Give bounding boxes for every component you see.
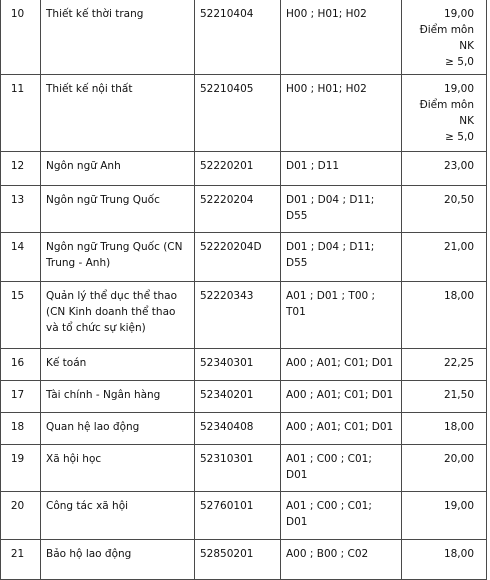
row-number: 19 [1,445,41,492]
table-row [1,152,487,186]
subject-combinations: D01 ; D11 [281,152,402,186]
subject-combinations: A00 ; B00 ; C02 [281,540,402,580]
row-number: 20 [1,492,41,540]
row-number: 18 [1,413,41,445]
table-row [1,445,487,492]
major-name: Quan hệ lao động [41,413,195,445]
major-name: Thiết kế nội thất [41,75,195,152]
row-number: 10 [1,0,41,75]
major-code: 52210405 [195,75,281,152]
table-row [1,282,487,349]
subject-combinations: H00 ; H01; H02 [281,0,402,75]
row-number: 17 [1,381,41,413]
benchmark-score: 21,50 [402,381,487,413]
subject-combinations: D01 ; D04 ; D11; D55 [281,186,402,233]
major-name: Xã hội học [41,445,195,492]
major-name: Quản lý thể dục thể thao (CN Kinh doanh thể thao và tổ chức sự kiện) [41,282,195,349]
row-number: 12 [1,152,41,186]
score-cell [402,0,487,75]
score-cell [402,75,487,152]
table-row [1,492,487,540]
major-code: 52760101 [195,492,281,540]
score-note: Điểm môn NK ≥ 5,0 [419,24,474,68]
major-name: Bảo hộ lao động [41,540,195,580]
major-code: 52310301 [195,445,281,492]
benchmark-score: 19,00 [443,83,474,95]
major-name: Thiết kế thời trang [41,0,195,75]
major-name: Ngôn ngữ Trung Quốc (CN Trung - Anh) [41,233,195,282]
benchmark-score: 18,00 [402,540,487,580]
benchmark-score: 18,00 [402,413,487,445]
major-name: Kế toán [41,349,195,381]
subject-combinations: H00 ; H01; H02 [281,75,402,152]
row-number: 21 [1,540,41,580]
subject-combinations: A00 ; A01; C01; D01 [281,381,402,413]
major-code: 52340201 [195,381,281,413]
major-code: 52340301 [195,349,281,381]
major-name: Ngôn ngữ Anh [41,152,195,186]
benchmark-score: 19,00 [402,492,487,540]
major-code: 52220201 [195,152,281,186]
benchmark-score: 20,00 [402,445,487,492]
major-code: 52210404 [195,0,281,75]
major-name: Công tác xã hội [41,492,195,540]
benchmark-score: 18,00 [402,282,487,349]
major-name: Ngôn ngữ Trung Quốc [41,186,195,233]
table-row [1,75,487,152]
row-number: 14 [1,233,41,282]
table-row [1,349,487,381]
row-number: 15 [1,282,41,349]
subject-combinations: D01 ; D04 ; D11; D55 [281,233,402,282]
subject-combinations: A01 ; D01 ; T00 ; T01 [281,282,402,349]
table-row [1,540,487,580]
benchmark-score: 23,00 [402,152,487,186]
subject-combinations: A00 ; A01; C01; D01 [281,349,402,381]
major-name: Tài chính - Ngân hàng [41,381,195,413]
major-code: 52220204D [195,233,281,282]
table-row [1,233,487,282]
table-row [1,381,487,413]
table-row [1,413,487,445]
major-code: 52220343 [195,282,281,349]
table-row [1,186,487,233]
subject-combinations: A01 ; C00 ; C01; D01 [281,445,402,492]
major-code: 52340408 [195,413,281,445]
row-number: 13 [1,186,41,233]
major-code: 52220204 [195,186,281,233]
benchmark-score: 19,00 [443,8,474,20]
row-number: 11 [1,75,41,152]
score-note: Điểm môn NK ≥ 5,0 [419,99,474,143]
major-code: 52850201 [195,540,281,580]
benchmark-score: 21,00 [402,233,487,282]
benchmark-score: 22,25 [402,349,487,381]
subject-combinations: A00 ; A01; C01; D01 [281,413,402,445]
row-number: 16 [1,349,41,381]
subject-combinations: A01 ; C00 ; C01; D01 [281,492,402,540]
table-row [1,0,487,75]
benchmark-score: 20,50 [402,186,487,233]
